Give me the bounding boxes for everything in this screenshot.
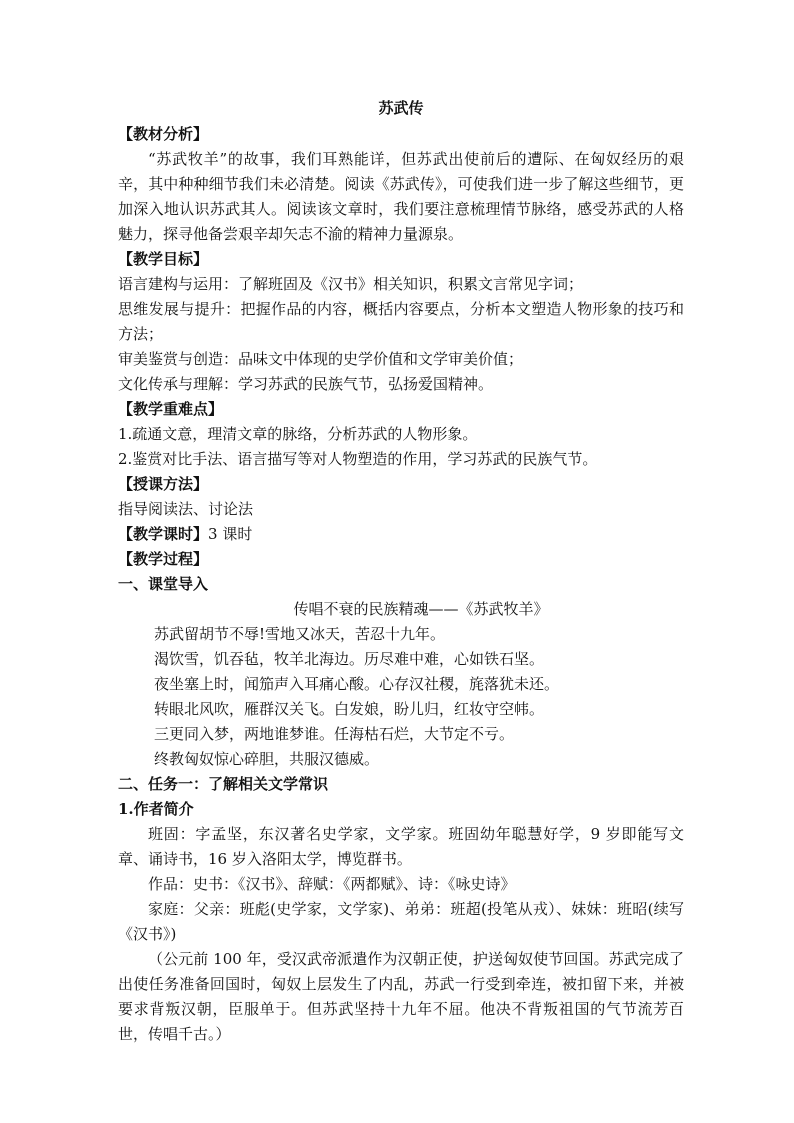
poem-line: 苏武留胡节不辱!雪地又冰天，苦忍十九年。 (154, 625, 446, 643)
keypoint-1: 1.疏通文意，理清文章的脉络，分析苏武的人物形象。 (118, 425, 478, 443)
poem-line: 夜坐塞上时，闻笳声入耳痛心酸。心存汉社稷，旄落犹未还。 (154, 675, 560, 693)
hours-line (118, 522, 684, 547)
poem-line: 三更同入梦，两地谁梦谁。任海枯石烂，大节定不亏。 (154, 725, 515, 743)
heading-goals: 【教学目标】 (118, 250, 209, 268)
author-works: 作品：史书：《汉书》、辞赋：《两都赋》、诗：《咏史诗》 (148, 875, 516, 893)
goal-culture: 文化传承与理解：学习苏武的民族气节，弘扬爱国精神。 (118, 375, 494, 393)
hours-value: 3 课时 (208, 525, 253, 543)
method-text: 指导阅读法、讨论法 (118, 500, 254, 518)
heading-analysis: 【教材分析】 (118, 125, 209, 143)
poem-title: 传唱不衰的民族精魂——《苏武牧羊》 (293, 600, 549, 618)
heading-hours: 【教学课时】 (118, 525, 209, 543)
goal-aesthetic: 审美鉴赏与创造：品味文中体现的史学价值和文学审美价值； (118, 350, 524, 368)
subsection-author: 1.作者简介 (118, 800, 194, 818)
goal-thinking: 思维发展与提升：把握作品的内容，概括内容要点，分析本文塑造人物形象的技巧和方法； (118, 300, 684, 343)
section-task-1: 二、任务一：了解相关文学常识 (118, 775, 329, 793)
heading-process: 【教学过程】 (118, 550, 209, 568)
analysis-paragraph: “苏武牧羊”的故事，我们耳熟能详，但苏武出使前后的遭际、在匈奴经历的艰辛，其中种种细节我们未必清楚。阅读《苏武传》，可使我们进一步了解这些细节，更加深入地认识苏武其人。阅读该文章时，我们要注意梳理情节脉络，感受苏武的人格魅力，探寻他备尝艰辛却矢志不渝的精神力量源泉。 (118, 150, 684, 243)
poem-line: 渴饮雪，饥吞毡，牧羊北海边。历尽难中难，心如铁石坚。 (154, 650, 545, 668)
document-body (118, 96, 684, 1047)
author-family: 家庭：父亲：班彪(史学家，文学家)、弟弟：班超(投笔从戎）、妹妹：班昭(续写《汉书》) (118, 900, 684, 943)
heading-keypoints: 【教学重难点】 (118, 400, 224, 418)
section-intro: 一、课堂导入 (118, 575, 209, 593)
poem-line: 转眼北风吹，雁群汉关飞。白发娘，盼儿归，红妆守空帏。 (154, 700, 545, 718)
goal-language: 语言建构与运用：了解班固及《汉书》相关知识，积累文言常见字词； (118, 275, 584, 293)
poem-line: 终教匈奴惊心碎胆，共服汉德威。 (154, 750, 380, 768)
page-title: 苏武传 (378, 99, 424, 117)
heading-method: 【授课方法】 (118, 475, 209, 493)
background-paragraph: （公元前 100 年，受汉武帝派遣作为汉朝正使，护送匈奴使节回国。苏武完成了出使任务准备回国时，匈奴上层发生了内乱，苏武一行受到牵连，被扣留下来，并被要求背叛汉朝，臣服单于。但苏武坚持十九年不屈。他决不背叛祖国的气节流芳百世，传唱千古。） (118, 950, 684, 1043)
author-bio: 班固：字孟坚，东汉著名史学家，文学家。班固幼年聪慧好学，9 岁即能写文章、诵诗书，16 岁入洛阳太学，博览群书。 (118, 825, 684, 868)
keypoint-2: 2.鉴赏对比手法、语言描写等对人物塑造的作用，学习苏武的民族气节。 (118, 450, 598, 468)
